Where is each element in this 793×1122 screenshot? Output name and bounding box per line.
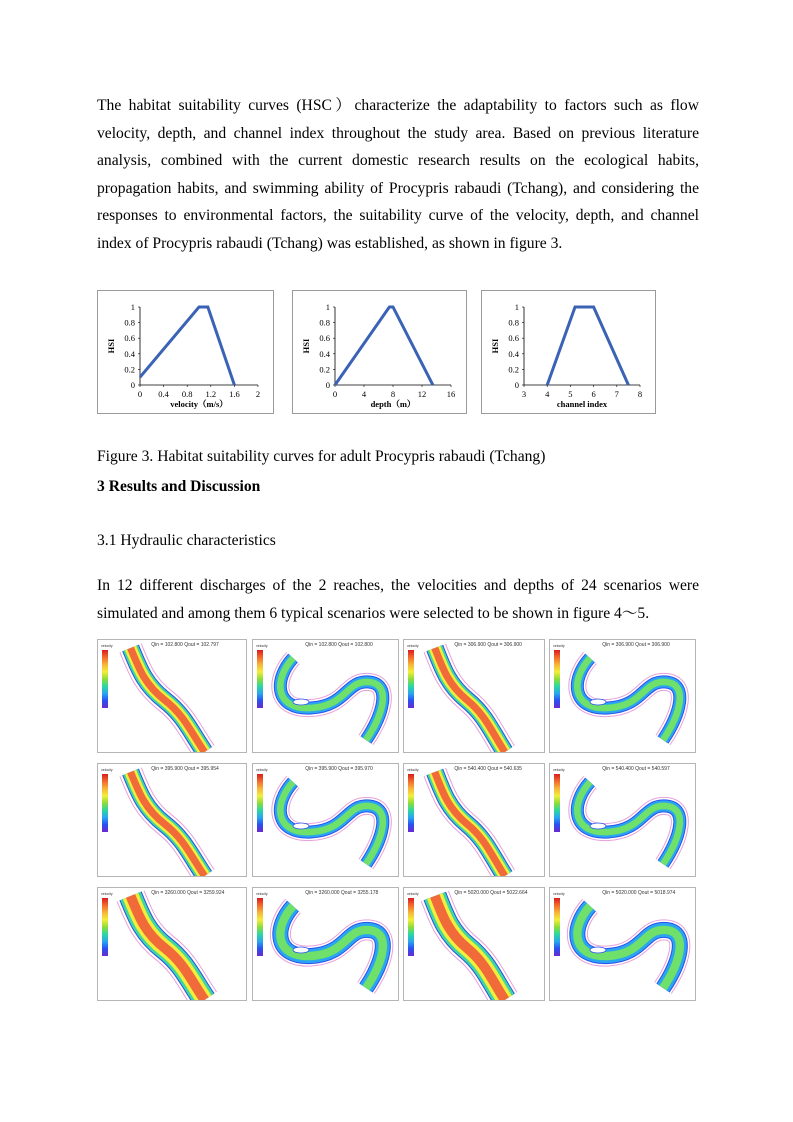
y-tick-label: 0.6 xyxy=(124,333,135,344)
hsc-chart-depth-svg xyxy=(293,291,466,413)
simulation-discharge-label: Qin = 395.900 Qout = 395.954 xyxy=(151,766,219,772)
legend-title: velocity xyxy=(101,644,113,648)
hsc-chart-channel-index xyxy=(481,290,656,414)
river-velocity-map xyxy=(550,764,695,876)
island-shape xyxy=(293,823,309,829)
simulation-panel xyxy=(252,639,399,753)
y-axis-label: HSI xyxy=(490,338,500,354)
legend-title: velocity xyxy=(407,892,419,896)
simulation-panel xyxy=(252,887,399,1001)
simulation-panel xyxy=(403,763,545,877)
simulation-discharge-label: Qin = 3260.000 Qout = 3259.924 xyxy=(151,890,225,896)
simulation-panel xyxy=(97,763,247,877)
river-velocity-map xyxy=(98,888,246,1000)
legend-title: velocity xyxy=(553,644,565,648)
simulation-panel xyxy=(97,639,247,753)
channel-high-velocity xyxy=(131,896,205,1000)
channel-high-velocity xyxy=(435,896,505,1000)
simulation-discharge-label: Qin = 306.900 Qout = 306.900 xyxy=(602,642,670,648)
simulation-panel xyxy=(403,887,545,1001)
legend-title: velocity xyxy=(407,768,419,772)
island-shape xyxy=(293,947,309,953)
hsi-curve-line xyxy=(140,307,234,385)
legend-title: velocity xyxy=(407,644,419,648)
hsc-chart-depth xyxy=(292,290,467,414)
x-tick-label: 16 xyxy=(446,389,456,399)
y-tick-label: 0 xyxy=(130,380,135,390)
x-tick-label: 6 xyxy=(591,389,596,399)
simulation-discharge-label: Qin = 3260.000 Qout = 3255.178 xyxy=(305,890,379,896)
x-tick-label: 0 xyxy=(332,389,338,399)
simulation-panel xyxy=(403,639,545,753)
x-tick-label: 12 xyxy=(417,389,427,399)
y-tick-label: 0.8 xyxy=(124,317,135,328)
legend-title: velocity xyxy=(256,892,268,896)
legend-title: velocity xyxy=(101,892,113,896)
y-tick-label: 0.6 xyxy=(319,333,330,344)
y-tick-label: 1 xyxy=(130,302,135,312)
river-velocity-map xyxy=(404,888,544,1000)
x-axis-label: depth（m） xyxy=(370,399,416,409)
y-tick-label: 0.8 xyxy=(319,317,330,328)
legend-title: velocity xyxy=(553,892,565,896)
x-tick-label: 0 xyxy=(137,389,143,399)
x-tick-label: 7 xyxy=(614,389,619,399)
island-shape xyxy=(590,699,606,705)
island-shape xyxy=(293,699,309,705)
y-tick-label: 1 xyxy=(514,302,519,312)
legend-title: velocity xyxy=(101,768,113,772)
simulation-panel xyxy=(97,887,247,1001)
x-tick-label: 5 xyxy=(568,389,573,399)
river-velocity-map xyxy=(98,764,246,876)
simulation-discharge-label: Qin = 540.400 Qout = 540.597 xyxy=(602,766,670,772)
x-axis-label: channel index xyxy=(556,399,608,409)
y-tick-label: 1 xyxy=(325,302,330,312)
results-paragraph: In 12 different discharges of the 2 reaches, the velocities and depths of 24 scenarios were simulated and among them 6 typical scenarios were selected to be shown in figure 4～5. xyxy=(97,577,699,622)
y-axis-label: HSI xyxy=(106,338,116,354)
y-tick-label: 0.4 xyxy=(319,348,330,359)
legend-title: velocity xyxy=(553,768,565,772)
island-shape xyxy=(590,947,606,953)
legend-title: velocity xyxy=(256,644,268,648)
simulation-discharge-label: Qin = 102.800 Qout = 102.797 xyxy=(151,642,219,648)
river-velocity-map xyxy=(550,640,695,752)
x-tick-label: 4 xyxy=(545,389,550,399)
y-tick-label: 0.6 xyxy=(508,333,519,344)
hsi-curve-line xyxy=(335,307,433,385)
river-velocity-map xyxy=(253,888,398,1000)
simulation-discharge-label: Qin = 5020.000 Qout = 5018.974 xyxy=(602,890,676,896)
y-tick-label: 0.4 xyxy=(508,348,519,359)
x-tick-label: 1.2 xyxy=(205,389,217,399)
subsection-heading: 3.1 Hydraulic characteristics xyxy=(97,532,276,549)
simulation-discharge-label: Qin = 5020.000 Qout = 5022.664 xyxy=(454,890,528,896)
simulation-panel xyxy=(549,639,696,753)
simulation-panel xyxy=(549,763,696,877)
x-tick-label: 4 xyxy=(361,389,367,399)
river-velocity-map xyxy=(550,888,695,1000)
y-tick-label: 0.2 xyxy=(319,364,330,375)
y-tick-label: 0.2 xyxy=(124,364,135,375)
y-axis-label: HSI xyxy=(301,338,311,354)
simulation-discharge-label: Qin = 306.900 Qout = 306.900 xyxy=(454,642,522,648)
hsi-curve-line xyxy=(547,307,628,385)
river-velocity-map xyxy=(253,640,398,752)
x-axis-label: velocity（m/s） xyxy=(170,399,228,409)
x-tick-label: 1.6 xyxy=(229,389,240,399)
simulation-panel xyxy=(252,763,399,877)
hsc-chart-velocity xyxy=(97,290,274,414)
x-tick-label: 8 xyxy=(390,389,396,399)
simulation-discharge-label: Qin = 102.800 Qout = 102.800 xyxy=(305,642,373,648)
figure-3-caption: Figure 3. Habitat suitability curves for adult Procypris rabaudi (Tchang) xyxy=(97,448,546,465)
x-tick-label: 0.4 xyxy=(158,389,169,399)
hsc-chart-velocity-svg xyxy=(98,291,273,413)
legend-title: velocity xyxy=(256,768,268,772)
intro-paragraph: The habitat suitability curves (HSC）characterize the adaptability to factors such as flow velocity, depth, and channel index throughout the study area. Based on previous literature analysis, combined with the current domestic research results on the ecological habits, propagation habits, and swimming ability of Procypris rabaudi (Tchang), and considering the responses to environmental factors, the suitability curve of the velocity, depth, and channel index of Procypris rabaudi (Tchang) was established, as shown in figure 3. xyxy=(97,97,699,252)
x-tick-label: 2 xyxy=(255,389,261,399)
river-velocity-map xyxy=(98,640,246,752)
simulation-discharge-label: Qin = 540.400 Qout = 540.635 xyxy=(454,766,522,772)
y-tick-label: 0.8 xyxy=(508,317,519,328)
hsc-chart-channel-index-svg xyxy=(482,291,655,413)
y-tick-label: 0 xyxy=(325,380,330,390)
y-tick-label: 0 xyxy=(514,380,519,390)
island-shape xyxy=(590,823,606,829)
y-tick-label: 0.4 xyxy=(124,348,135,359)
x-tick-label: 8 xyxy=(637,389,643,399)
section-heading: 3 Results and Discussion xyxy=(97,478,261,495)
river-velocity-map xyxy=(404,764,544,876)
y-tick-label: 0.2 xyxy=(508,364,519,375)
river-velocity-map xyxy=(253,764,398,876)
x-tick-label: 3 xyxy=(521,389,527,399)
x-tick-label: 0.8 xyxy=(181,389,193,399)
simulation-panel xyxy=(549,887,696,1001)
river-velocity-map xyxy=(404,640,544,752)
simulation-discharge-label: Qin = 395.900 Qout = 395.970 xyxy=(305,766,373,772)
